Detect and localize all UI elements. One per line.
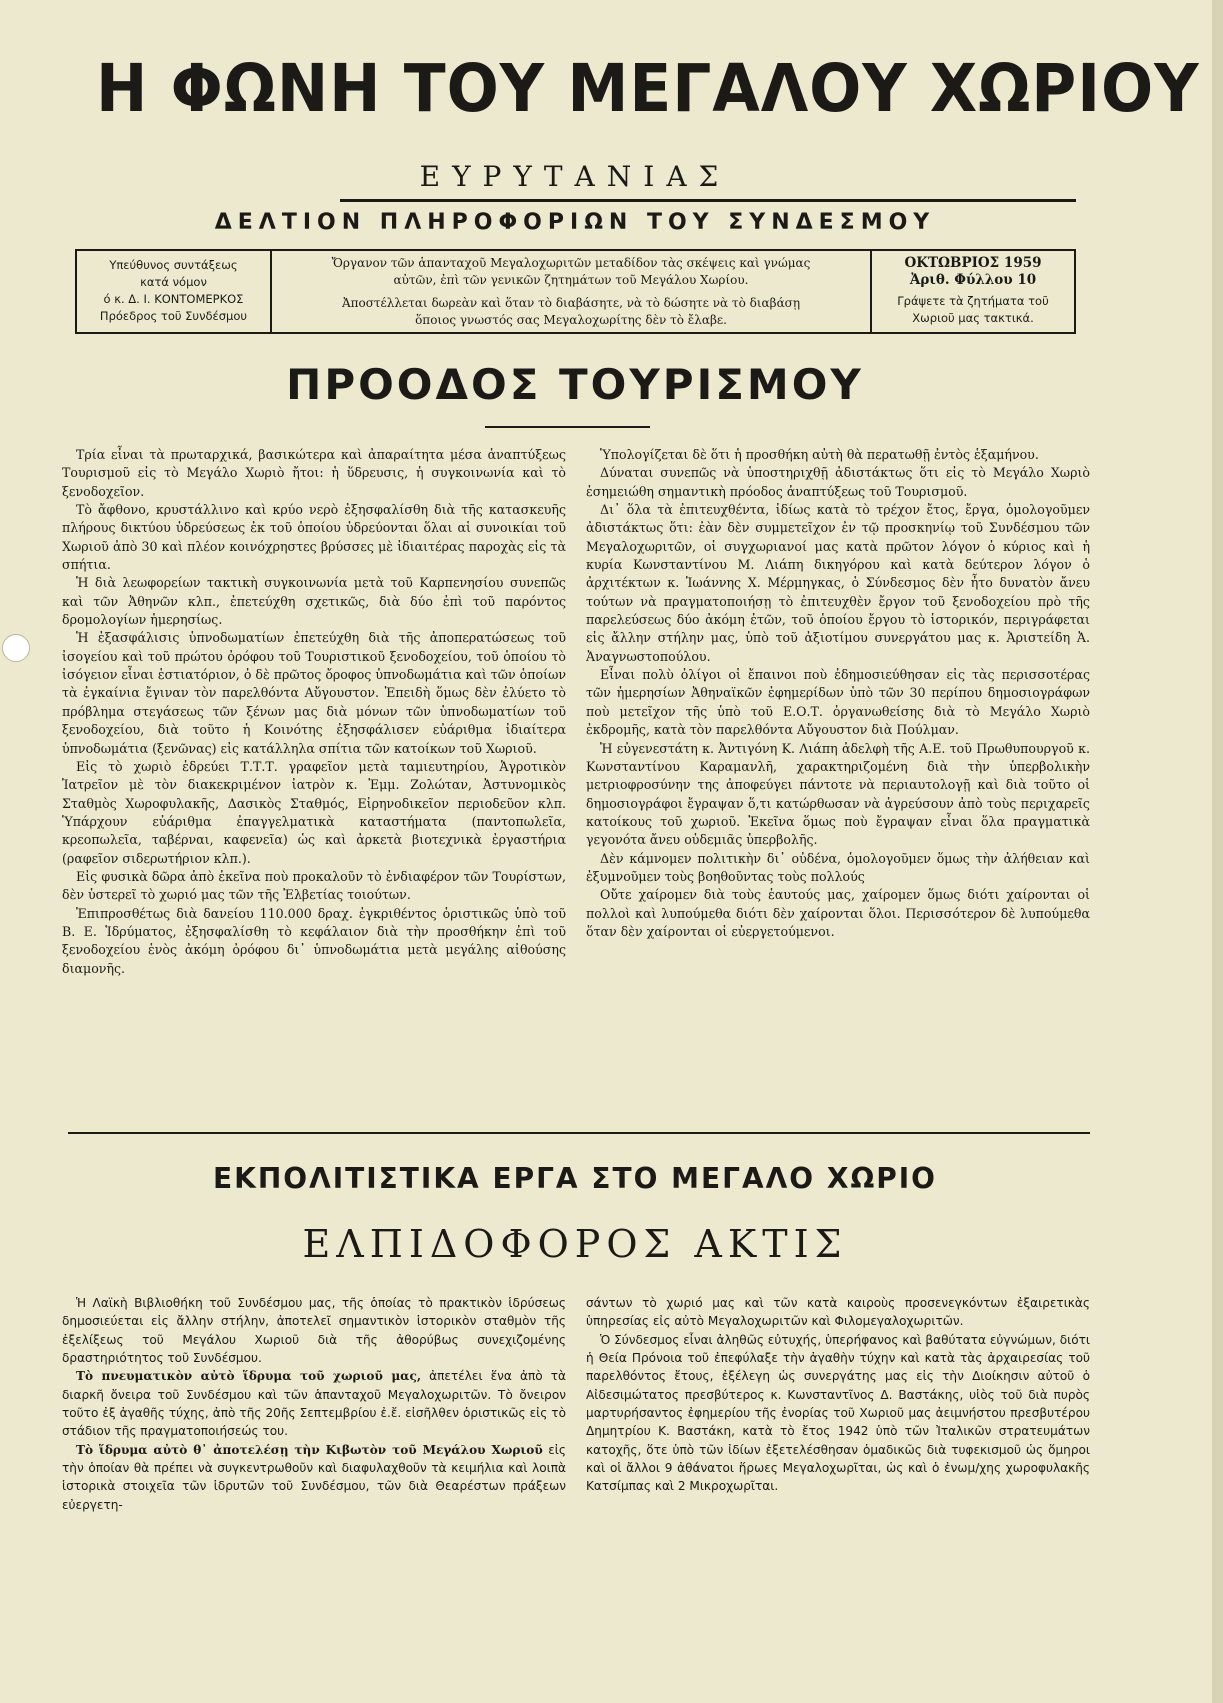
organ-line: Ὄργανον τῶν ἁπανταχοῦ Μεγαλοχωριτῶν μεταδίδον τὰς σκέψεις καὶ γνώμας bbox=[331, 256, 811, 270]
paragraph: Δύναται συνεπῶς νὰ ὑποστηριχθῇ ἀδιστάκτως ὅτι εἰς τὸ Μεγάλο Χωριὸ ἐσημειώθη σημαντικὴ πρόοδος ἀναπτύξεως τοῦ Τουρισμοῦ. bbox=[586, 465, 1090, 499]
masthead-subtitle: ΕΥΡΥΤΑΝΙΑΣ bbox=[419, 160, 731, 193]
headline-rule bbox=[485, 426, 650, 428]
issue-cell bbox=[872, 251, 1074, 332]
responsible-line: κατά νόμον bbox=[140, 275, 207, 289]
info-box bbox=[75, 249, 1076, 334]
paragraph: Δι᾽ ὅλα τὰ ἐπιτευχθέντα, ἰδίως κατὰ τὸ τρέχον ἔτος, ἔργα, ὁμολογοῦμεν ἀδιστάκτως ὅτι: ἐὰν δὲν συμμετεῖχον ἐν τῷ προσκηνίῳ τοῦ Συνδέσμου τῶν Μεγαλοχωριτῶν, οἱ συγχωριανοί μας κατὰ πρῶτον λόγον ὁ κύριος καὶ ἡ κυρία Κωνσταντίνου Μ. Λιάπη δικηγόρου καὶ κατὰ δεύτερον λόγον ὁ ἀρχιτέκτων κ. Ἰωάννης Χ. Μέρμηγκας, ὁ Σύνδεσμος δὲν ἦτο δυνατὸν ἄνευ τούτων νὰ πραγματοποιήσῃ τὸ ἐπιτευχθὲν ἔργον τοῦ ξενοδοχείου πρὸ τῆς παρελεύσεως δύο ἀκόμη ἐτῶν, τοῦ ὁποίου ἔργου τὸ ἱστορικόν, περιγράφεται εἰς ἄλλην στήλην μας, ὑπὸ τοῦ ἀξιοτίμου συνεργάτου μας κ. Ἀριστείδη Ἀ. Ἀναγνωστοπούλου. bbox=[586, 502, 1090, 664]
paragraph: Ἡ ἐξασφάλισις ὑπνοδωματίων ἐπετεύχθη διὰ τῆς ἀποπερατώσεως τοῦ ἰσογείου καὶ τοῦ πρώτου ὀρόφου τοῦ Τουριστικοῦ ξενοδοχείου, τοῦ ὁποίου τὸ ἰσόγειον εἶναι ἑστιατόριον, ὁ δὲ πρῶτος ὄροφος ὑπνοδωμάτια καὶ τῶν ὁποίων τὰ ἐγκαίνια ἔγιναν τὸν παρελθόντα Αὔγουστον. Ἐπειδὴ ὅμως δὲν ἐλύετο τὸ πρόβλημα στεγάσεως τῶν ξένων μας διὰ μόνων τῶν ὑπνοδωματίων τοῦ ξενοδοχείου, διὰ τοῦτο ἡ Κοινότης ἐξησφάλισεν εὐάριθμα ἰδιαίτερα ὑπνοδωμάτια (ξενῶνας) εἰς κατάλληλα σπίτια τῶν κατοίκων τοῦ Χωριοῦ. bbox=[62, 630, 566, 756]
responsible-line: Πρόεδρος τοῦ Συνδέσμου bbox=[99, 309, 248, 323]
article-column-right bbox=[586, 446, 1090, 941]
article-headline: ΠΡΟΟΔΟΣ ΤΟΥΡΙΣΜΟΥ bbox=[286, 360, 864, 409]
paragraph: Τρία εἶναι τὰ πρωταρχικά, βασικώτερα καὶ ἀπαραίτητα μέσα ἀναπτύξεως Τουρισμοῦ εἰς τὸ Μεγάλο Χωριὸ ἤτοι: ἡ ὕδρευσις, ἡ συγκοινωνία καὶ τὸ ξενοδοχεῖον. bbox=[62, 447, 566, 499]
write-line: Χωριοῦ μας τακτικά. bbox=[912, 311, 1034, 325]
organ-description-cell bbox=[272, 251, 872, 332]
paragraph: Εἰς τὸ χωριὸ ἑδρεύει Τ.Τ.Τ. γραφεῖον μετὰ ταμιευτηρίου, Ἀγροτικὸν Ἰατρεῖον μὲ τὸν διακεκριμένον ἰατρὸν κ. Ἐμμ. Ζολώταν, Ἀστυνομικὸς Σταθμὸς Χωροφυλακῆς, Δασικὸς Σταθμός, Εἰρηνοδικεῖον περιοδεῦον κλπ. Ὑπάρχουν εὐάριθμα ἐπαγγελματικὰ καταστήματα (παντοπωλεῖα, κρεοπωλεῖα, ταβέρναι, καφενεῖα) ὡς καὶ ἀρκετὰ βιοτεχνικὰ ἐργαστήρια (ραφεῖον σιδερωτήριον κλπ.). bbox=[62, 758, 566, 866]
paragraph: Ἐπιπροσθέτως διὰ δανείου 110.000 δραχ. ἐγκριθέντος ὁριστικῶς ὑπὸ τοῦ Β. Ε. Ἱδρύματος, ἐξησφαλίσθη τὸ κεφάλαιον διὰ τὴν προσθήκην ἐπὶ τοῦ ξενοδοχείου ἑνὸς ἀκόμη ὀρόφου δι᾽ ὑπνοδωμάτια μετὰ μεγάλης αἰθούσης διαμονῆς. bbox=[62, 905, 566, 976]
issue-date: ΟΚΤΩΒΡΙΟΣ 1959 bbox=[904, 255, 1042, 271]
paragraph-rest: ἀπετέλει ἕνα ἀπὸ τὰ διαρκῆ ὄνειρα τοῦ Συνδέσμου καὶ τῶν ἁπανταχοῦ Μεγαλοχωριτῶν. Τὸ ὄνειρον τοῦτο ἐξ ἀγαθῆς τύχης, ἀπὸ τῆς 20ῆς Σεπτεμβρίου ἐ.ἔ. εἰσῆλθεν ὁριστικῶς εἰς τὸ στάδιον τῆς πραγματοποιήσεώς του. bbox=[62, 1369, 566, 1439]
library-column-right bbox=[586, 1294, 1090, 1496]
paper-edge bbox=[1212, 0, 1223, 1703]
section-headline: ΕΚΠΟΛΙΤΙΣΤΙΚΑ ΕΡΓΑ ΣΤΟ ΜΕΓΑΛΟ ΧΩΡΙΟ bbox=[213, 1162, 937, 1195]
paragraph bbox=[62, 1441, 566, 1514]
organ-line: αὐτῶν, ἐπὶ τῶν γενικῶν ζητημάτων τοῦ Μεγάλου Χωρίου. bbox=[393, 273, 749, 287]
paragraph-rest: εἰς τὴν ὁποίαν θὰ πρέπει νὰ συγκεντρωθοῦν καὶ διαφυλαχθοῦν τὰ κειμήλια καὶ λοιπὰ ἱστορικὰ στοιχεῖα τῶν ἱδρυτῶν τοῦ Συνδέσμου, τῶν διὰ Θεαρέστων πράξεων εὐεργετη- bbox=[62, 1442, 566, 1512]
free-distribution-line: ὅποιος γνωστός σας Μεγαλοχωρίτης δὲν τὸ ἔλαβε. bbox=[415, 313, 727, 327]
punch-hole bbox=[2, 634, 30, 662]
paragraph: Ἡ εὐγενεστάτη κ. Ἀντιγόνη Κ. Λιάπη ἀδελφὴ τῆς Α.Ε. τοῦ Πρωθυπουργοῦ κ. Κωνσταντίνου Καραμανλῆ, χαρακτηριζομένη διὰ τὴν ὑπερβολικὴν μετριοφροσύνην της ἀποφεύγει πάντοτε νὰ περιαυτολογῇ καὶ διὰ τοῦτο οἱ δημοσιογράφοι ἔγραψαν ὅ,τι κατώρθωσαν νὰ ἀγρεύσουν ἀπὸ τοὺς περιχαρεῖς κατοίκους τοῦ χωριοῦ. Ἐκεῖνα ὅμως ποὺ ἔγραψαν εἶναι ὅλα πραγματικὰ γεγονότα ἄνευ οὐδεμιᾶς ὑπερβολῆς. bbox=[586, 740, 1090, 848]
paragraph: Ἡ Λαϊκὴ Βιβλιοθήκη τοῦ Συνδέσμου μας, τῆς ὁποίας τὸ πρακτικὸν ἱδρύσεως δημοσιεύεται εἰς ἄλλην στήλην, ἀποτελεῖ σημαντικὸν ἱστορικὸν σταθμὸν τῆς ἐξελίξεως τοῦ Μεγάλου Χωριοῦ διὰ τῆς ἀθορύβως συνεχιζομένης δραστηριότητος τοῦ Συνδέσμου. bbox=[62, 1296, 566, 1366]
masthead-rule bbox=[340, 199, 1076, 202]
write-line: Γράψετε τὰ ζητήματα τοῦ bbox=[897, 294, 1049, 308]
free-distribution-line: Ἀποστέλλεται δωρεὰν καὶ ὅταν τὸ διαβάσητε, νὰ τὸ δώσητε νὰ τὸ διαβάσῃ bbox=[341, 296, 801, 310]
responsible-line: Υπεύθυνος συντάξεως bbox=[109, 258, 238, 272]
section-subheadline: ΕΛΠΙΔΟΦΟΡΟΣ ΑΚΤΙΣ bbox=[302, 1222, 848, 1266]
paragraph: Εἰς φυσικὰ δῶρα ἀπὸ ἐκεῖνα ποὺ προκαλοῦν τὸ ἐνδιαφέρον τῶν Τουρίστων, δὲν ὑστερεῖ τὸ χωριό μας τῶν τῆς Ἐλβετίας τοιούτων. bbox=[62, 868, 566, 903]
paragraph: Τὸ ἄφθονο, κρυστάλλινο καὶ κρύο νερὸ ἐξησφαλίσθη διὰ τῆς κατασκευῆς πλήρους δικτύου ὑδρεύσεως ἐκ τοῦ ὁποίου ὑδρεύονται ὅλαι αἱ συνοικίαι τοῦ Χωριοῦ ἀπὸ 30 καὶ πλέον κοινόχρηστες βρύσσες μὲ ἰδιαιτέρας παροχὰς εἰς τὰ σπήτια. bbox=[62, 502, 566, 573]
paragraph: Οὔτε χαίρομεν διὰ τοὺς ἑαυτούς μας, χαίρομεν ὅμως διότι χαίρονται οἱ πολλοὶ καὶ λυπούμεθα διότι δὲν χαίρονται ὅλοι. Περισσότερον δὲ λυπούμεθα ὅταν δὲν χαίρονται οἱ εὐεργετούμενοι. bbox=[586, 887, 1090, 939]
bulletin-line: ΔΕΛΤΙΟΝ ΠΛΗΡΟΦΟΡΙΩΝ ΤΟΥ ΣΥΝΔΕΣΜΟΥ bbox=[214, 210, 936, 235]
paragraph bbox=[62, 1367, 566, 1440]
article-column-left bbox=[62, 446, 566, 978]
responsible-editor-cell bbox=[77, 251, 272, 332]
paragraph: Ὁ Σύνδεσμος εἶναι ἀληθῶς εὐτυχής, ὑπερήφανος καὶ βαθύτατα εὐγνώμων, διότι ἡ Θεία Πρόνοια τοῦ ἐπεφύλαξε τὴν ἀγαθὴν τύχην καὶ κατὰ τὰς ἀρχαιρεσίας τοῦ παρελθόντος ἔτους, ἐξέλεγη ὡς συνεργάτης μας εἰς τὴν Διοίκησιν αὐτοῦ ὁ Αἰδεσιμώτατος πρεσβύτερος κ. Κωνσταντῖνος Δ. Βαστάκης, υἱὸς τοῦ διὰ πυρὸς μαρτυρήσαντος ἐφημερίου τῆς ἐνορίας τοῦ Χωριοῦ μας ἀειμνήστου πρεσβυτέρου Δημητρίου Κ. Βαστάκη, κατὰ τὸ ἔτος 1942 ὑπὸ τῶν Ἰταλικῶν στρατευμάτων κατοχῆς, ὅτε ὑπὸ τῶν ἰδίων ἐξετελέσθησαν ὁμαδικῶς διὰ τυφεκισμοῦ ὡς ὅμηροι καὶ οἱ ἄλλοι 9 ἀθάνατοι ἥρωες Μεγαλοχωρῖται, ὡς καὶ ὁ ἐνωμ/χης χωροφυλακῆς Κατσίμπας καὶ 2 Μικροχωρῖται. bbox=[586, 1332, 1090, 1494]
paragraph: Ὑπολογίζεται δὲ ὅτι ἡ προσθήκη αὐτὴ θὰ περατωθῇ ἐντὸς ἑξαμήνου. bbox=[600, 447, 1039, 462]
section-divider bbox=[68, 1132, 1090, 1134]
responsible-line: ό κ. Δ. Ι. ΚΟΝΤΟΜΕΡΚΟΣ bbox=[103, 292, 244, 306]
paragraph: σάντων τὸ χωριό μας καὶ τῶν κατὰ καιροὺς προσενεγκόντων ἐξαιρετικὰς ὑπηρεσίας εἰς αὐτὸ Μεγαλοχωριτῶν καὶ Φιλομεγαλοχωριτῶν. bbox=[586, 1296, 1090, 1329]
paragraph: Εἶναι πολὺ ὀλίγοι οἱ ἔπαινοι ποὺ ἐδημοσιεύθησαν εἰς τὰς περισσοτέρας τῶν ἡμερησίων Ἀθηναϊκῶν ἐφημερίδων ὑπὸ τῶν 30 περίπου δημοσιογράφων ποὺ μετεῖχον τῆς ὑπὸ τοῦ Ε.Ο.Τ. ὀργανωθείσης διὰ τὸ Μεγάλο Χωριὸ ἐκδρομῆς, κατὰ τὸν παρελθόντα Αὔγουστον διὰ Πούλμαν. bbox=[586, 667, 1090, 738]
issue-number: Ἀριθ. Φύλλου 10 bbox=[909, 272, 1037, 288]
bold-lead: Τὸ ἵδρυμα αὐτὸ θ᾽ ἀποτελέσῃ τὴν Κιβωτὸν τοῦ Μεγάλου Χωριοῦ bbox=[76, 1442, 543, 1457]
paragraph: Δὲν κάμνομεν πολιτικὴν δι᾽ οὐδένα, ὁμολογοῦμεν ὅμως τὴν ἀλήθειαν καὶ ἐξυμνοῦμεν τοὺς βοηθοῦντας τοὺς πολλούς bbox=[586, 850, 1090, 884]
paragraph: Ἡ διὰ λεωφορείων τακτικὴ συγκοινωνία μετὰ τοῦ Καρπενησίου συνεπῶς καὶ τῶν Ἀθηνῶν κλπ., ἐπετεύχθη σχετικῶς, διὰ δύο ἐπὶ τοῦ παρόντος δρομολογίων ἡμερησίως. bbox=[62, 575, 566, 628]
bold-lead: Τὸ πνευματικὸν αὐτὸ ἵδρυμα τοῦ χωριοῦ μας, bbox=[76, 1369, 422, 1384]
library-column-left bbox=[62, 1294, 566, 1514]
masthead-title: Η ΦΩΝΗ ΤΟΥ ΜΕΓΑΛΟΥ ΧΩΡΙΟΥ bbox=[96, 50, 1200, 127]
